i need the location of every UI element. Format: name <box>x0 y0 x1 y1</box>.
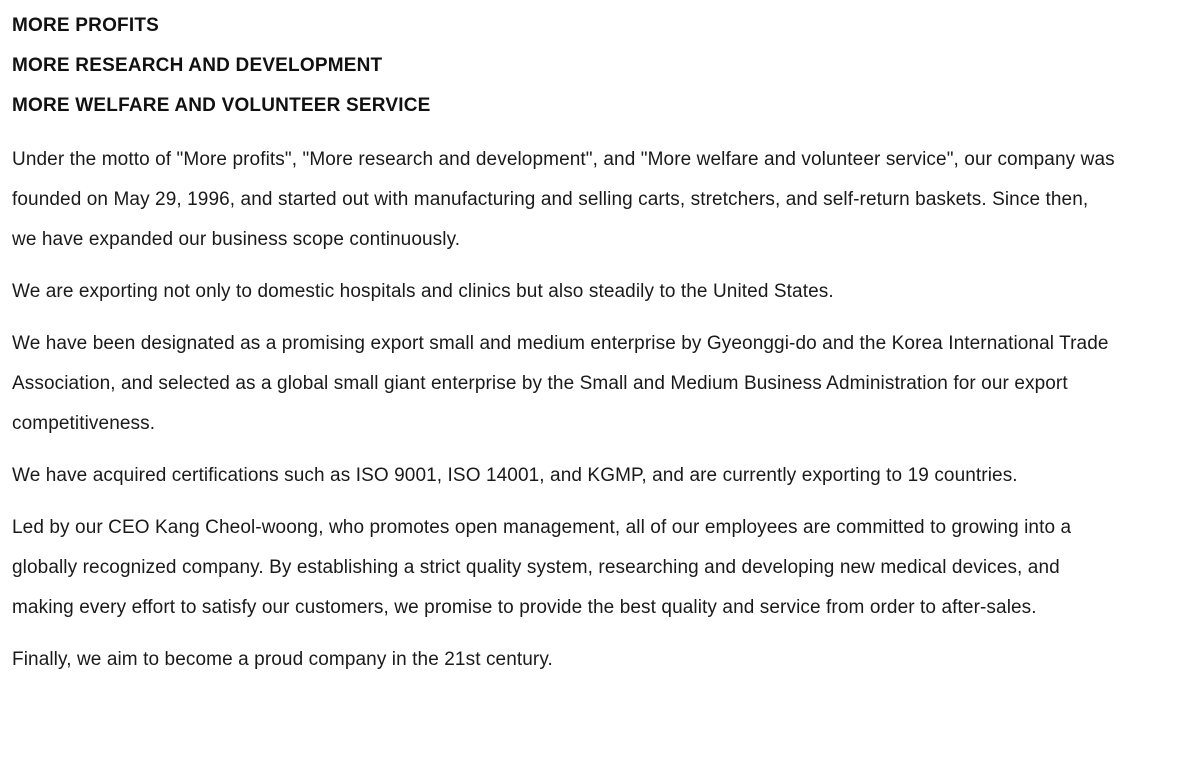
paragraph-exporting: We are exporting not only to domestic hospitals and clinics but also steadily to the United States. <box>12 281 834 302</box>
paragraph-certifications: We have acquired certifications such as ISO 9001, ISO 14001, and KGMP, and are currently exporting to 19 countries. <box>12 465 1018 486</box>
paragraph-ceo-message: Led by our CEO Kang Cheol-woong, who promotes open management, all of our employees are committed to growing into a globally recognized company. By establishing a strict quality system, researching and developing new medical devices, and making every effort to satisfy our customers, we promise to provide the best quality and service from order to after-sales. <box>12 517 1072 618</box>
paragraph-company-founding: Under the motto of "More profits", "More research and development", and "More welfare and volunteer service", our company was founded on May 29, 1996, and started out with manufacturing and selling carts, stretchers, and self-return baskets. Since then, we have expanded our business scope continuously. <box>12 149 1115 250</box>
paragraph-designations: We have been designated as a promising export small and medium enterprise by Gyeonggi-do and the Korea International Trade Association, and selected as a global small giant enterprise by the Small and Medium Business Administration for our export competitiveness. <box>12 333 1109 434</box>
headline-group <box>12 6 1118 126</box>
headline-more-profits: MORE PROFITS <box>12 15 160 36</box>
headline-more-welfare-and-volunteer-service: MORE WELFARE AND VOLUNTEER SERVICE <box>12 95 431 116</box>
paragraph-closing: Finally, we aim to become a proud company in the 21st century. <box>12 649 553 670</box>
headline-more-research-and-development: MORE RESEARCH AND DEVELOPMENT <box>12 55 383 76</box>
